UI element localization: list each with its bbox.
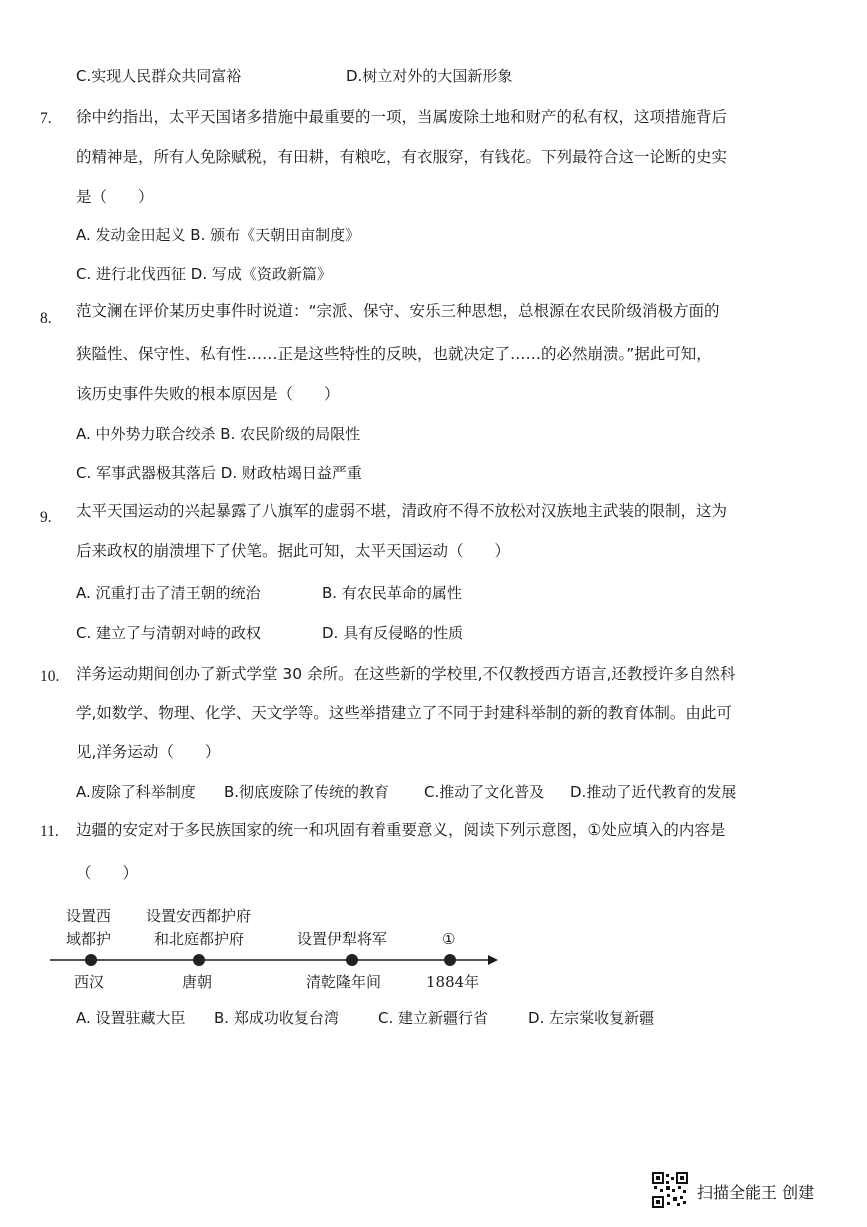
q10-line-2: 学,如数学、物理、化学、天文学等。这些举措建立了不同于封建科举制的新的教育体制。由此可 [76,704,732,722]
q10-option-c: C.推动了文化普及 [424,783,545,801]
timeline-event-2-line-1: 设置安西都护府 [146,907,252,925]
timeline-event-1-line-1: 设置西 [66,907,112,925]
q8-number: 8. [40,310,52,327]
timeline-event-1-line-2: 域都护 [66,930,112,948]
timeline-era-2: 唐朝 [182,973,213,991]
q10-option-d: D.推动了近代教育的发展 [570,783,737,801]
q7-line-3: 是（ ） [76,188,154,206]
q11-option-b: B. 郑成功收复台湾 [214,1009,339,1027]
q11-line-2: （ ） [76,864,139,882]
q10-option-b: B.彻底废除了传统的教育 [224,783,390,801]
q7-line-1: 徐中约指出，太平天国诸多措施中最重要的一项，当属废除土地和财产的私有权，这项措施背后 [76,108,728,126]
q11-number: 11. [40,823,59,840]
q7-number: 7. [40,110,52,127]
timeline-era-3: 清乾隆年间 [306,973,382,991]
q8-options-cd: C. 军事武器极其落后 D. 财政枯竭日益严重 [76,464,362,482]
timeline-node-3 [346,954,358,966]
timeline-event-3: 设置伊犁将军 [297,930,388,948]
q7-options-ab: A. 发动金田起义 B. 颁布《天朝田亩制度》 [76,226,361,244]
q10-line-3: 见,洋务运动（ ） [76,743,221,761]
timeline-event-2-line-2: 和北庭都护府 [154,930,245,948]
q6-option-c: C.实现人民群众共同富裕 [76,67,242,85]
q9-option-c: C. 建立了与清朝对峙的政权 [76,624,262,642]
q11-option-c: C. 建立新疆行省 [378,1009,489,1027]
q11-line-1: 边疆的安定对于多民族国家的统一和巩固有着重要意义，阅读下列示意图，①处应填入的内容是 [76,821,726,839]
q9-line-1: 太平天国运动的兴起暴露了八旗军的虚弱不堪，清政府不得不放松对汉族地主武装的限制，这为 [76,502,728,520]
timeline-arrow-head [488,955,498,965]
timeline-era-1: 西汉 [74,973,105,991]
q9-line-2: 后来政权的崩溃埋下了伏笔。据此可知，太平天国运动（ ） [76,542,511,560]
q6-option-d: D.树立对外的大国新形象 [346,67,513,85]
q10-option-a: A.废除了科举制度 [76,783,196,801]
q8-options-ab: A. 中外势力联合绞杀 B. 农民阶级的局限性 [76,425,361,443]
timeline-node-2 [193,954,205,966]
timeline-era-4: 1884年 [426,973,480,991]
q9-option-d: D. 具有反侵略的性质 [322,624,464,642]
q9-number: 9. [40,509,52,526]
q11-option-a: A. 设置驻藏大臣 [76,1009,186,1027]
q7-options-cd: C. 进行北伐西征 D. 写成《资政新篇》 [76,265,332,283]
q9-option-a: A. 沉重打击了清王朝的统治 [76,584,261,602]
q7-line-2: 的精神是，所有人免除赋税，有田耕，有粮吃，有衣服穿，有钱花。下列最符合这一论断的史实 [76,148,728,166]
q9-option-b: B. 有农民革命的属性 [322,584,462,602]
q10-line-1: 洋务运动期间创办了新式学堂 30 余所。在这些新的学校里,不仅教授西方语言,还教授许多自然科 [76,665,736,683]
timeline-event-4-marker: ① [442,930,456,948]
q8-line-3: 该历史事件失败的根本原因是（ ） [76,385,340,403]
q11-option-d: D. 左宗棠收复新疆 [528,1009,655,1027]
timeline-node-4 [444,954,456,966]
q8-line-2: 狭隘性、保守性、私有性……正是这些特性的反映，也就决定了……的必然崩溃。”据此可知， [76,345,712,363]
q8-line-1: 范文澜在评价某历史事件时说道：“宗派、保守、安乐三种思想，总根源在农民阶级消极方面的 [76,302,720,320]
timeline-axis [40,950,500,970]
timeline-node-1 [85,954,97,966]
q10-number: 10. [40,668,60,685]
qr-code-icon [652,1172,688,1208]
scanner-app-watermark: 扫描全能王 创建 [697,1183,815,1202]
